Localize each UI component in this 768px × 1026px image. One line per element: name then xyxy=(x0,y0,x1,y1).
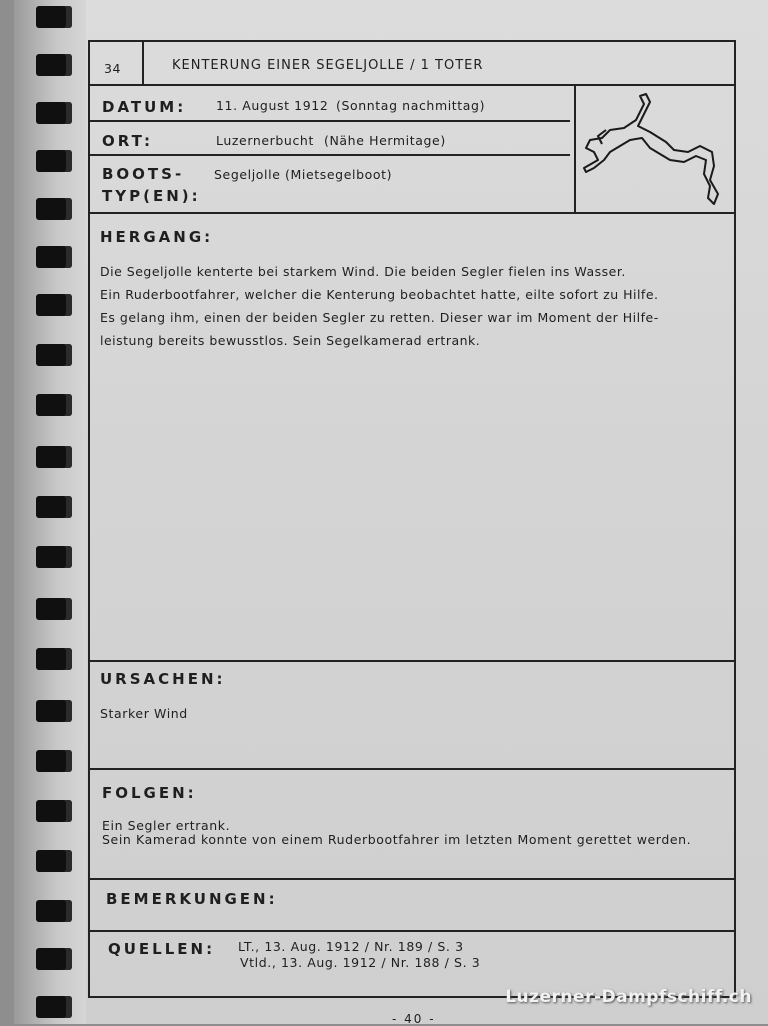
watermark: Luzerner-Dampfschiff.ch xyxy=(505,987,752,1007)
quellen-line: Vtld., 13. Aug. 1912 / Nr. 188 / S. 3 xyxy=(240,955,481,970)
lake-lucerne-map-icon xyxy=(580,90,726,208)
hergang-line: Es gelang ihm, einen der beiden Segler zu retten. Dieser war im Moment der Hilfe- xyxy=(100,310,659,325)
bemerkungen-label: BEMERKUNGEN: xyxy=(106,890,278,908)
page-number: - 40 - xyxy=(392,1012,436,1026)
folgen-line: Ein Segler ertrank. xyxy=(102,818,231,833)
quellen-line: LT., 13. Aug. 1912 / Nr. 189 / S. 3 xyxy=(238,939,464,954)
spiral-binding xyxy=(14,0,86,1024)
bootstyp-label-2: TYP(EN): xyxy=(102,187,201,205)
hergang-line: leistung bereits bewusstlos. Sein Segelkamerad ertrank. xyxy=(100,333,481,348)
datum-label: DATUM: xyxy=(102,98,187,116)
datum-note: (Sonntag nachmittag) xyxy=(336,98,486,113)
hergang-line: Ein Ruderbootfahrer, welcher die Kenterung beobachtet hatte, eilte sofort zu Hilfe. xyxy=(100,287,659,302)
folgen-label: FOLGEN: xyxy=(102,784,197,802)
datum-value: 11. August 1912 xyxy=(216,98,329,113)
ort-note: (Nähe Hermitage) xyxy=(324,133,446,148)
folgen-line: Sein Kamerad konnte von einem Ruderbootfahrer im letzten Moment gerettet werden. xyxy=(102,832,692,847)
page-no: 34 xyxy=(104,61,122,76)
report-title: KENTERUNG EINER SEGELJOLLE / 1 TOTER xyxy=(172,58,484,73)
hergang-line: Die Segeljolle kenterte bei starkem Wind. Die beiden Segler fielen ins Wasser. xyxy=(100,264,626,279)
hergang-text xyxy=(100,260,712,352)
hergang-label: HERGANG: xyxy=(100,228,214,246)
quellen-label: QUELLEN: xyxy=(108,940,216,958)
bootstyp-value: Segeljolle (Mietsegelboot) xyxy=(214,167,393,182)
ursachen-label: URSACHEN: xyxy=(100,670,226,688)
ort-label: ORT: xyxy=(102,132,154,150)
bootstyp-label-1: BOOTS- xyxy=(102,165,185,183)
ort-value: Luzernerbucht xyxy=(216,133,314,148)
report-form xyxy=(88,40,736,998)
ursachen-text: Starker Wind xyxy=(100,706,188,721)
